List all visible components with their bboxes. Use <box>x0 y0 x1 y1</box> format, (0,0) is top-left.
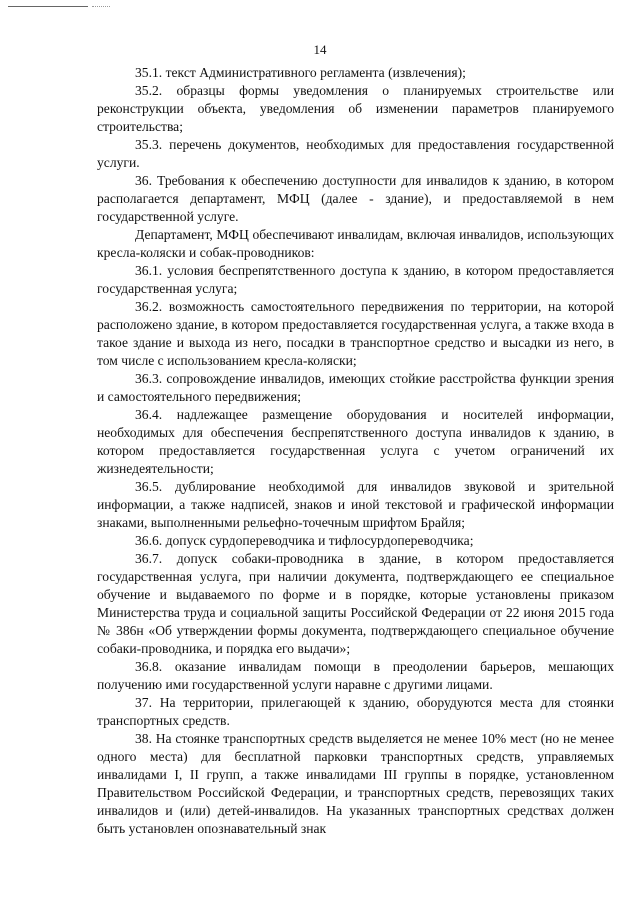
paragraph-38: 38. На стоянке транспортных средств выделяется не менее 10% мест (но не менее одного места) для бесплатной парковки транспортных средств, управляемых инвалидами I, II групп, а также инвалидами III группы в порядке, установленном Правительством Российской Федерации, и транспортных средств, перевозящих таких инвалидов и (или) детей-инвалидов. На указанных транспортных средствах должен быть установлен опознавательный знак <box>97 731 614 836</box>
paragraph-36-7: 36.7. допуск собаки-проводника в здание, в котором предоставляется государственная услуга, при наличии документа, подтверждающего ее специальное обучение и выдаваемого по форме и в порядке, которые установлены приказом Министерства труда и социальной защиты Российской Федерации от 22 июня 2015 года № 386н «Об утверждении формы документа, подтверждающего специальное обучение собаки-проводника, и порядка его выдачи»; <box>97 551 614 656</box>
paragraph-36-4: 36.4. надлежащее размещение оборудования и носителей информации, необходимых для обеспечения беспрепятственного доступа инвалидов к зданию, в котором предоставляется государственная услуга с учетом ограничений их жизнедеятельности; <box>97 407 614 476</box>
page-number: 14 <box>313 42 327 57</box>
paragraph-36-3: 36.3. сопровождение инвалидов, имеющих стойкие расстройства функции зрения и самостоятельного передвижения; <box>97 371 614 404</box>
paragraph-35-3: 35.3. перечень документов, необходимых для предоставления государственной услуги. <box>97 137 614 170</box>
paragraph-37: 37. На территории, прилегающей к зданию, оборудуются места для стоянки транспортных средств. <box>97 695 614 728</box>
document-body <box>97 64 614 838</box>
paragraph-36-1: 36.1. условия беспрепятственного доступа к зданию, в котором предоставляется государственная услуга; <box>97 263 614 296</box>
paragraph-35-1: 35.1. текст Административного регламента (извлечения); <box>135 65 466 80</box>
paragraph-36-8: 36.8. оказание инвалидам помощи в преодолении барьеров, мешающих получению ими государственной услуги наравне с другими лицами. <box>97 659 614 692</box>
paragraph-36-6: 36.6. допуск сурдопереводчика и тифлосурдопереводчика; <box>135 533 474 548</box>
paragraph-36-2: 36.2. возможность самостоятельного передвижения по территории, на которой расположено здание, в котором предоставляется государственная услуга, а также входа в такое здание и выхода из него, посадки в транспортное средство и высадки из него, в том числе с использованием кресла-коляски; <box>97 299 614 368</box>
paragraph-35-2: 35.2. образцы формы уведомления о планируемых строительстве или реконструкции объекта, уведомления об изменении параметров планируемого строительства; <box>97 83 614 134</box>
paragraph-36-5: 36.5. дублирование необходимой для инвалидов звуковой и зрительной информации, а также надписей, знаков и иной текстовой и графической информации знаками, выполненными рельефно-точечным шрифтом Брайля; <box>97 479 614 530</box>
paragraph-36: 36. Требования к обеспечению доступности для инвалидов к зданию, в котором располагается департамент, МФЦ (далее - здание), и предоставляемой в нем государственной услуге. <box>97 173 614 224</box>
header-rule <box>8 6 88 7</box>
paragraph-36-intro: Департамент, МФЦ обеспечивают инвалидам, включая инвалидов, использующих кресла-коляски и собак-проводников: <box>97 227 614 260</box>
